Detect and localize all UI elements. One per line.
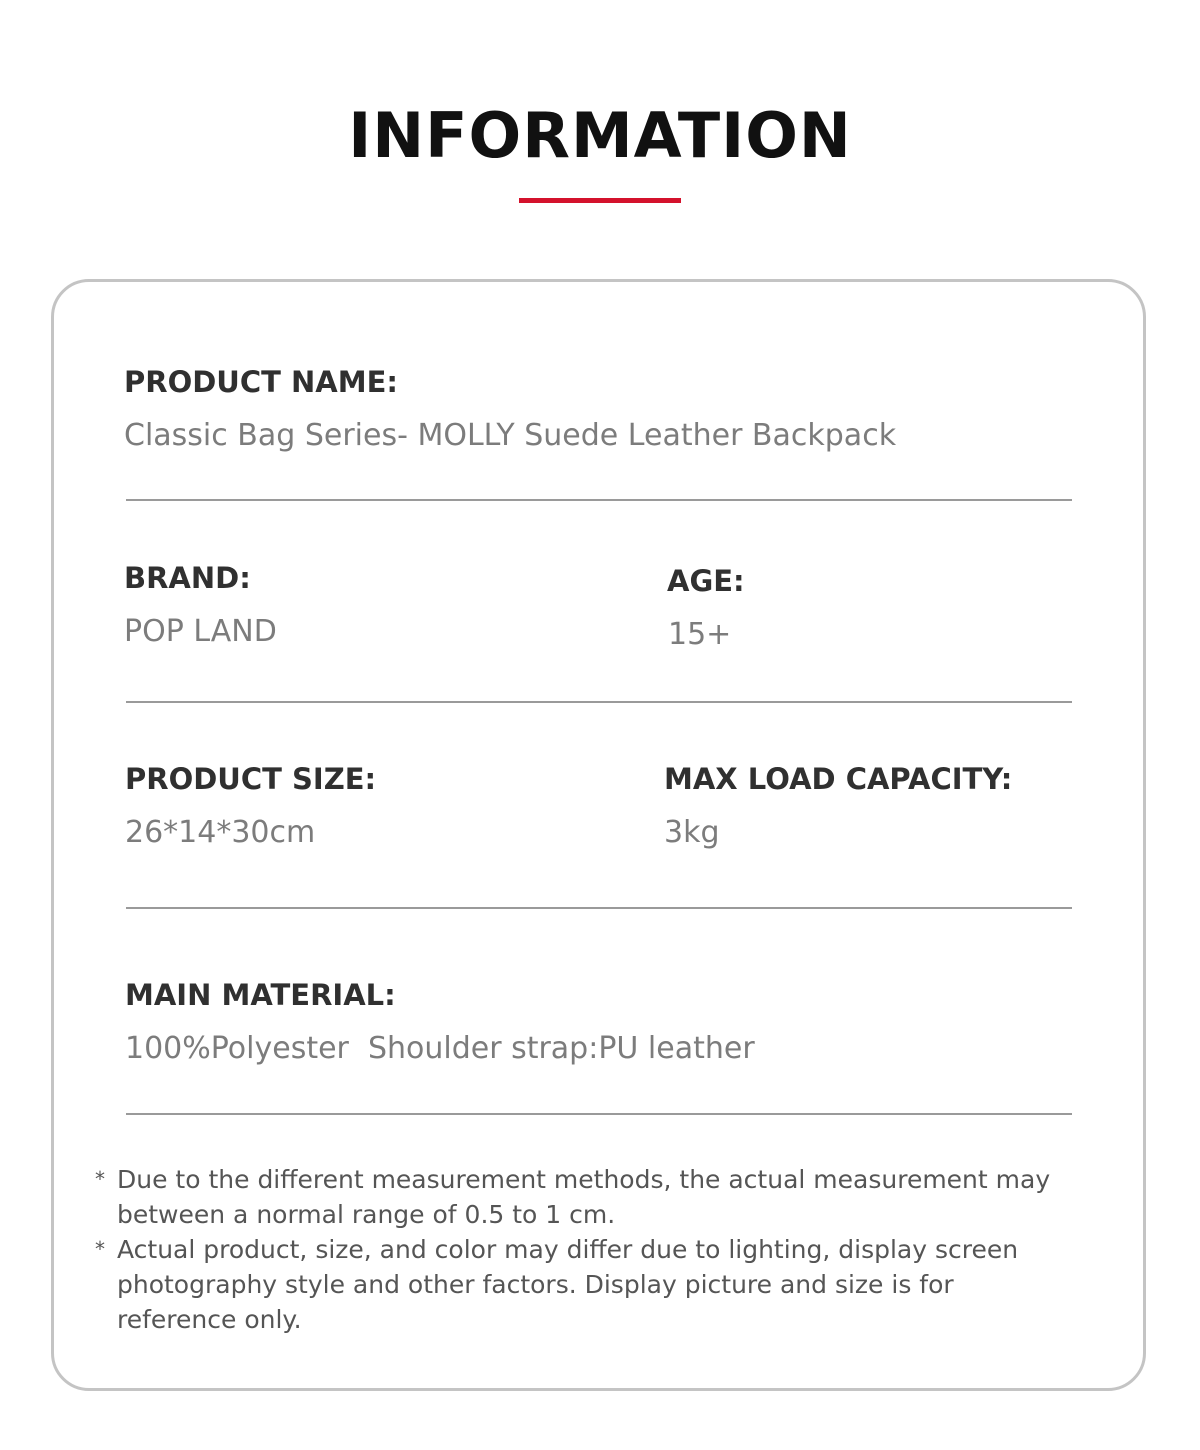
max-load-value: 3kg [664,815,720,850]
product-name-label: PRODUCT NAME: [124,365,398,399]
asterisk-icon: * [95,1167,105,1191]
asterisk-icon: * [95,1237,105,1261]
brand-value: POP LAND [124,614,277,649]
product-size-value: 26*14*30cm [125,815,316,850]
title-underline [519,198,681,203]
divider [126,1113,1072,1115]
age-label: AGE: [667,564,745,598]
product-name-value: Classic Bag Series- MOLLY Suede Leather Backpack [124,418,897,453]
divider [126,907,1072,909]
age-value: 15+ [668,617,732,652]
product-size-label: PRODUCT SIZE: [125,762,377,796]
max-load-label: MAX LOAD CAPACITY: [664,762,1013,796]
material-value: 100%Polyester Shoulder strap:PU leather [125,1031,755,1066]
page-title: INFORMATION [348,99,852,172]
note-text: Actual product, size, and color may differ due to lighting, display screen photography style and other factors. Display picture and size is for reference only. [117,1235,1019,1334]
material-label: MAIN MATERIAL: [125,978,396,1012]
brand-label: BRAND: [124,561,251,595]
divider [126,499,1072,501]
disclaimer-notes [95,1162,1075,1337]
note-text: Due to the different measurement methods, the actual measurement may between a normal range of 0.5 to 1 cm. [117,1165,1051,1229]
divider [126,701,1072,703]
note-item [95,1162,1075,1232]
note-item [95,1232,1075,1337]
